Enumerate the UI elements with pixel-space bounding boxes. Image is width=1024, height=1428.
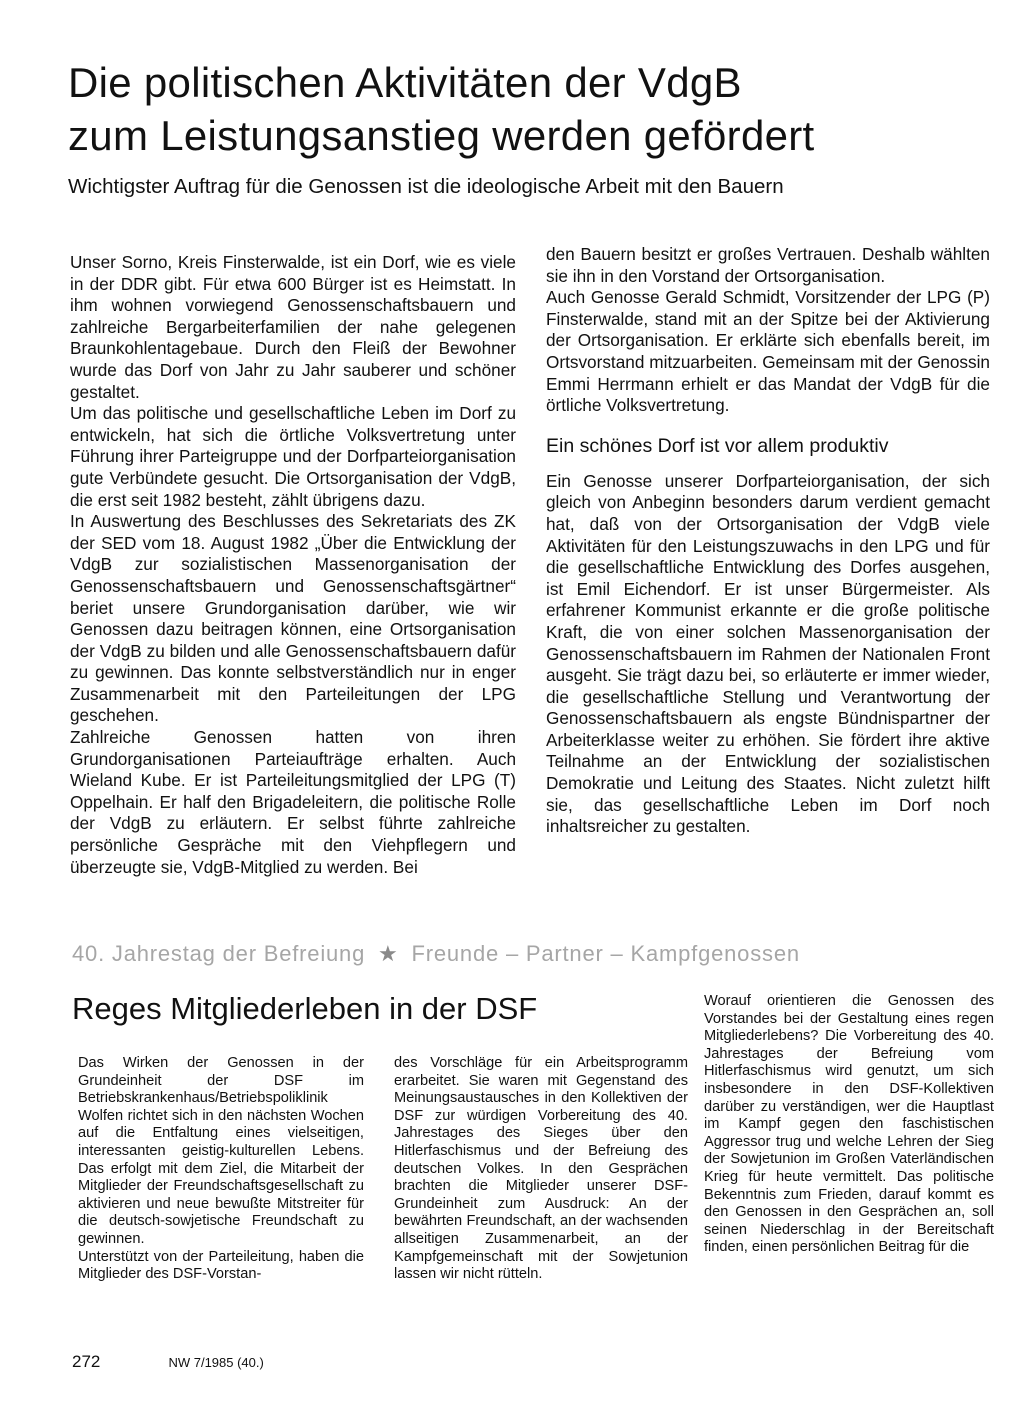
paragraph: Zahlreiche Genossen hatten von ihren Grundorganisationen Parteiaufträge erhalten. Auch Wieland Kube. Er ist Parteileitungsmitglied der LPG (T) Oppelhain. Er half den Brigadeleitern, die politische Rolle der VdgB zu erläutern. Er selbst führte zahlreiche persönliche Gespräche mit den Viehpflegern und überzeugte sie, VdgB-Mitglied zu werden. Bei — [70, 727, 516, 877]
article-subtitle: Wichtigster Auftrag für die Genossen ist die ideologische Arbeit mit den Bauern — [68, 175, 784, 198]
paragraph: Das Wirken der Genossen in der Grundeinheit der DSF im Betriebskrankenhaus/Betriebspoliklinik Wolfen richtet sich in den nächsten Wochen auf die Entfaltung eines vielseitigen, interessanten geistig-kulturellen Lebens. Das erfolgt mit dem Ziel, die Mitarbeit der Mitglieder der Freundschaftsgesellschaft zu aktivieren und neue bewußte Mitstreiter für die deutsch-sowjetische Freundschaft zu gewinnen. — [78, 1055, 364, 1247]
paragraph: In Auswertung des Beschlusses des Sekretariats des ZK der SED vom 18. August 1982 „Über die Entwicklung der VdgB zur sozialistischen Massenorganisation der Genossenschaftsbauern und Genossenschaftsgärtner“ beriet unsere Grundorganisation darüber, wie wir Genossen dazu beitragen können, eine Ortsorganisation der VdgB zu bilden und alle Genossenschaftsbauern dafür zu gewinnen. Das konnte selbstverständlich nur in enger Zusammenarbeit mit den Parteileitungen der LPG geschehen. — [70, 511, 516, 726]
paragraph: Um das politische und gesellschaftliche Leben im Dorf zu entwickeln, hat sich die örtliche Volksvertretung unter Führung ihrer Parteigruppe und der Dorfparteiorganisation gute Verbündete gesucht. Die Ortsorganisation der VdgB, die erst seit 1982 besteht, zählt übrigens dazu. — [70, 403, 516, 510]
section-subheading: Ein schönes Dorf ist vor allem produktiv — [546, 434, 889, 457]
paragraph: Worauf orientieren die Genossen des Vorstandes bei der Gestaltung eines regen Mitgliederlebens? Die Vorbereitung des 40. Jahrestages der Befreiung vom Hitlerfaschismus wird genutzt, um sich insbesondere in den DSF-Kollektiven darüber zu verständigen, wer die Hauptlast im Kampf gegen den faschistischen Aggressor trug und welche Lehren der Sieg der Sowjetunion im Großen Vaterländischen Krieg für heute vermittelt. Das politische Bekenntnis zum Frieden, darauf kommt es den Genossen in den Gesprächen an, soll seinen Niederschlag in der Bereitschaft finden, einen persönlichen Beitrag für die — [704, 993, 994, 1256]
paragraph: Unterstützt von der Parteileitung, haben die Mitglieder des DSF-Vorstan- — [78, 1248, 364, 1283]
anniversary-banner — [72, 940, 992, 968]
star-icon: ★ — [378, 941, 399, 966]
banner-left-text: 40. Jahrestag der Befreiung — [72, 941, 366, 966]
dsf-article-title: Reges Mitgliederleben in der DSF — [72, 991, 538, 1026]
paragraph: Ein Genosse unserer Dorfparteiorganisation, der sich gleich von Anbeginn besonders darum verdient gemacht hat, daß von der Ortsorganisation der VdgB viele Aktivitäten für den Leistungszuwachs in den LPG und für die gesellschaftliche Entwicklung des Dorfes ausgehen, ist Emil Eichendorf. Er ist unser Bürgermeister. Als erfahrener Kommunist erkannte er die große politische Kraft, die von einer solchen Massenorganisation der Genossenschaftsbauern im Rahmen der Nationalen Front ausgeht. Sie trägt dazu bei, so erläuterte er immer wieder, die gesellschaftliche Stellung und Verantwortung der Genossenschaftsbauern als engste Bündnispartner der Arbeiterklasse weiter zu erhöhen. Sie fördert ihre aktive Teilnahme an der Entwicklung der sozialistischen Demokratie und Leitung des Staates. Nicht zuletzt hilft sie, das gesellschaftliche Leben im Dorf noch inhaltsreicher zu gestalten. — [546, 470, 990, 837]
article-column-2 — [546, 244, 990, 838]
title-line-1: Die politischen Aktivitäten der VdgB — [68, 59, 742, 106]
dsf-column-1 — [78, 1055, 364, 1284]
article-column-1 — [70, 252, 516, 878]
paragraph: Auch Genosse Gerald Schmidt, Vorsitzender der LPG (P) Finsterwalde, stand mit an der Spitze bei der Aktivierung der Ortsorganisation. Er erklärte sich ebenfalls bereit, im Ortsvorstand mitzuarbeiten. Gemeinsam mit der Genossin Emmi Herrmann erhielt er das Mandat der VdgB für die örtliche Volksvertretung. — [546, 287, 990, 416]
paragraph: Unser Sorno, Kreis Finsterwalde, ist ein Dorf, wie es viele in der DDR gibt. Für etwa 600 Bürger ist es Heimstatt. In ihm wohnen vorwiegend Genossenschaftsbauern und zahlreiche Bergarbeiterfamilien der nahe gelegenen Braunkohlentagebaue. Durch den Fleiß der Bewohner wurde das Dorf von Jahr zu Jahr sauberer und schöner gestaltet. — [70, 252, 516, 402]
page-footer — [72, 1352, 264, 1373]
source-reference: NW 7/1985 (40.) — [168, 1355, 264, 1370]
banner-right-text: Freunde – Partner – Kampfgenossen — [411, 941, 800, 966]
article-title — [68, 56, 968, 162]
page-number: 272 — [72, 1352, 101, 1371]
dsf-column-2 — [394, 1055, 688, 1284]
title-line-2: zum Leistungsanstieg werden gefördert — [68, 112, 815, 159]
paragraph: des Vorschläge für ein Arbeitsprogramm erarbeitet. Sie waren mit Gegenstand des Meinungsaustausches in den Kollektiven der DSF zur würdigen Vorbereitung des 40. Jahrestages des Sieges über den Hitlerfaschismus und der Befreiung des deutschen Volkes. In den Gesprächen brachten die Mitglieder unserer DSF-Grundeinheit zum Ausdruck: An der bewährten Freundschaft, an der wachsenden allseitigen Zusammenarbeit, an der Kampfgemeinschaft mit der Sowjetunion lassen wir nicht rütteln. — [394, 1055, 688, 1283]
dsf-column-3 — [704, 993, 994, 1257]
paragraph: den Bauern besitzt er großes Vertrauen. Deshalb wählten sie ihn in den Vorstand der Ortsorganisation. — [546, 244, 990, 286]
